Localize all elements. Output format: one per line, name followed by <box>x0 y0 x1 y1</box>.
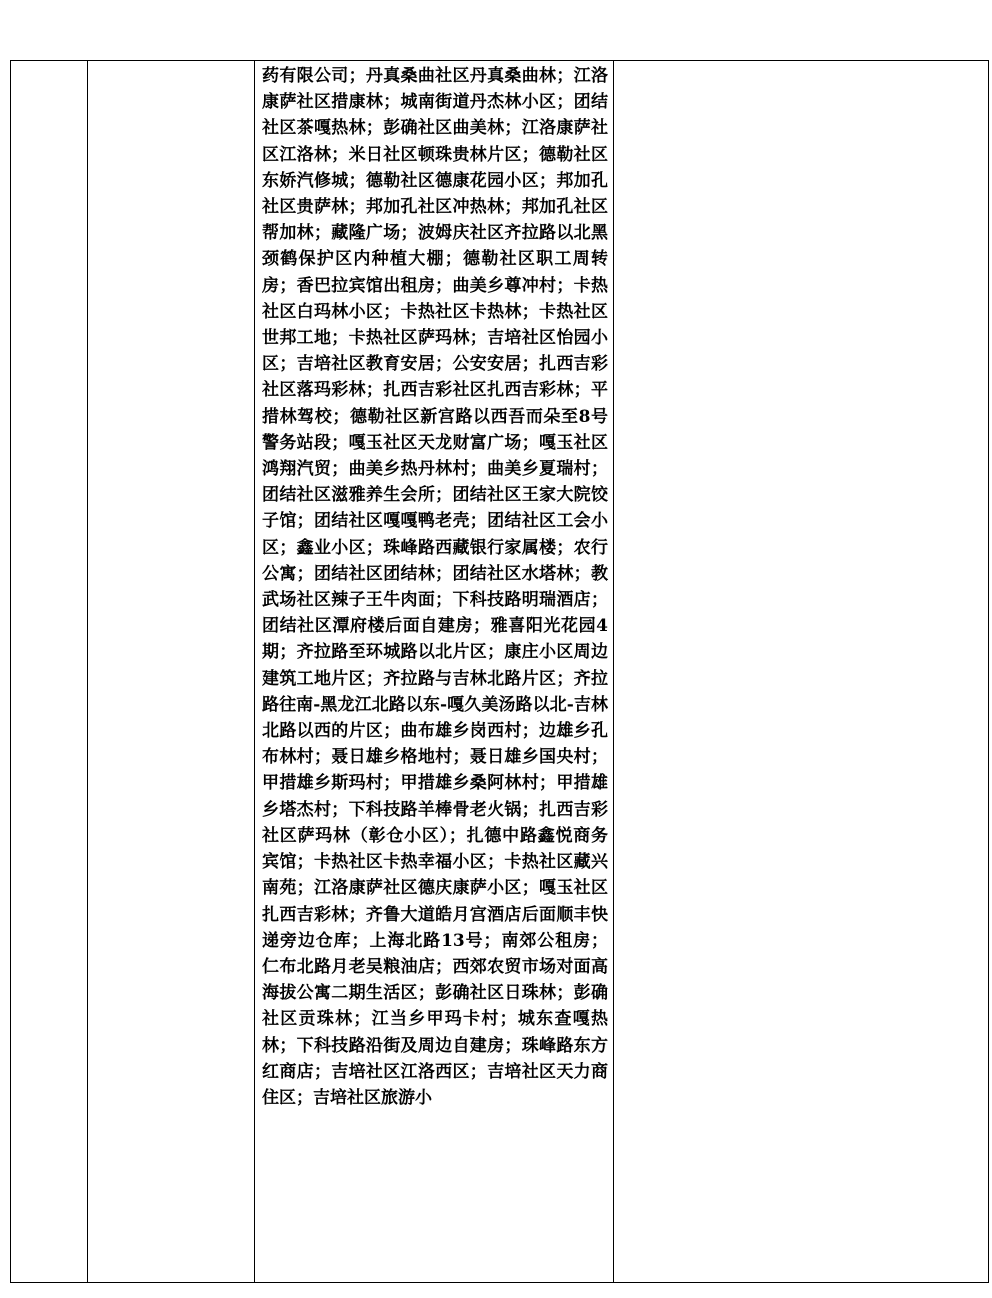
table-cell-locations <box>255 61 614 1283</box>
table-cell-col4 <box>614 61 989 1283</box>
continuation-table <box>10 60 989 1283</box>
table-row <box>11 61 989 1283</box>
table-cell-col1 <box>11 61 88 1283</box>
table-cell-col2 <box>88 61 255 1283</box>
locations-text: 药有限公司；丹真桑曲社区丹真桑曲林；江洛康萨社区措康林；城南街道丹杰林小区；团结社区茶嘎热林；彭确社区曲美林；江洛康萨社区江洛林；米日社区顿珠贵林片区；德勒社区东娇汽修城；德勒社区德康花园小区；邦加孔社区贵萨林；邦加孔社区冲热林；邦加孔社区帮加林；藏隆广场；波姆庆社区齐拉路以北黑颈鹤保护区内种植大棚；德勒社区职工周转房；香巴拉宾馆出租房；曲美乡尊冲村；卡热社区白玛林小区；卡热社区卡热林；卡热社区世邦工地；卡热社区萨玛林；吉培社区怡园小区；吉培社区教育安居；公安安居；扎西吉彩社区落玛彩林；扎西吉彩社区扎西吉彩林；平措林驾校；德勒社区新宫路以西吾而朵至8号警务站段；嘎玉社区天龙财富广场；嘎玉社区鸿翔汽贸；曲美乡热丹林村；曲美乡夏瑞村；团结社区滋雅养生会所；团结社区王家大院饺子馆；团结社区嘎嘎鸭老壳；团结社区工会小区；鑫业小区；珠峰路西藏银行家属楼；农行公寓；团结社区团结林；团结社区水塔林；教武场社区辣子王牛肉面；下科技路明瑞酒店；团结社区潭府楼后面自建房；雅喜阳光花园4期；齐拉路至环城路以北片区；康庄小区周边建筑工地片区；齐拉路与吉林北路片区；齐拉路往南-黑龙江北路以东-嘎久美汤路以北-吉林北路以西的片区；曲布雄乡岗西村；边雄乡孔布林村；聂日雄乡格地村；聂日雄乡国央村；甲措雄乡斯玛村；甲措雄乡桑阿林村；甲措雄乡塔杰村；下科技路羊棒骨老火锅；扎西吉彩社区萨玛林（彰仓小区）；扎德中路鑫悦商务宾馆；卡热社区卡热幸福小区；卡热社区藏兴南苑；江洛康萨社区德庆康萨小区；嘎玉社区扎西吉彩林；齐鲁大道皓月宫酒店后面顺丰快递旁边仓库；上海北路13号；南郊公租房；仁布北路月老吴粮油店；西郊农贸市场对面高海拔公寓二期生活区；彭确社区日珠林；彭确社区贡珠林；江当乡甲玛卡村；城东查嘎热林；下科技路沿街及周边自建房；珠峰路东方红商店；吉培社区江洛西区；吉培社区天力商住区；吉培社区旅游小 <box>262 66 608 1108</box>
